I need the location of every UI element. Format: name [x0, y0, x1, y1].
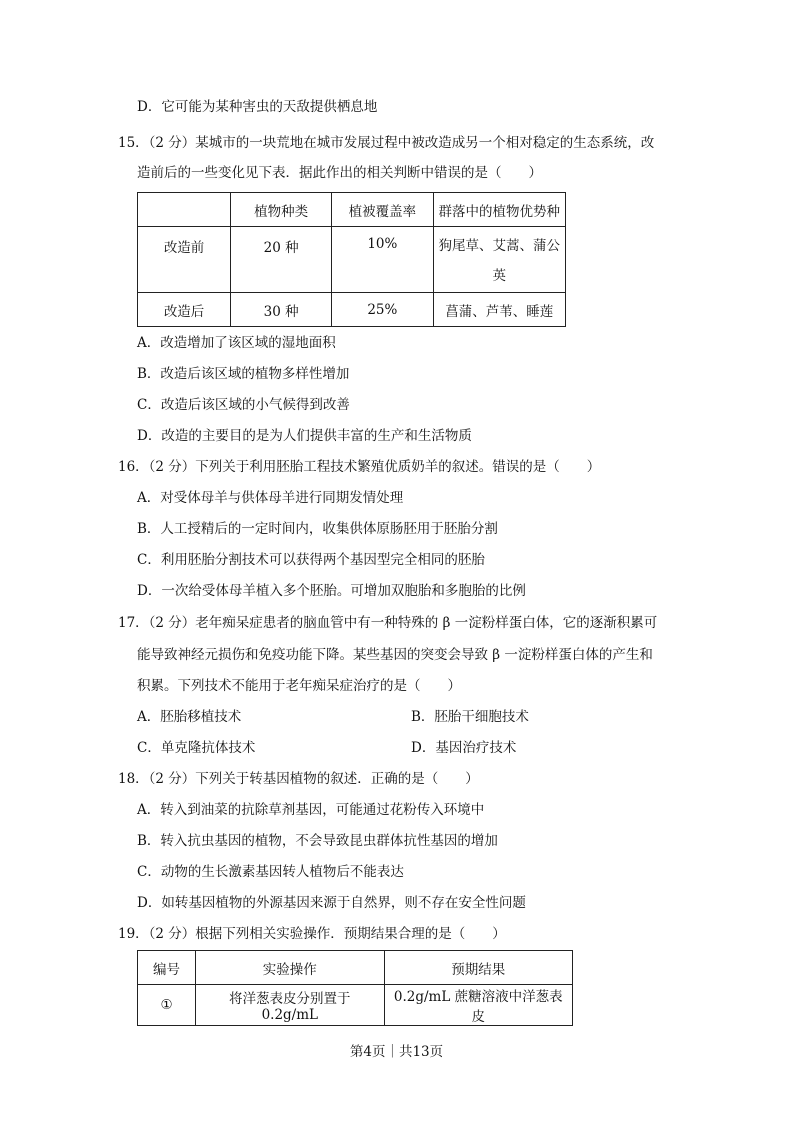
- q15-option-c: C．改造后该区域的小气候得到改善: [137, 397, 350, 413]
- q15-row-label: 改造前: [138, 227, 231, 293]
- q15-row-dominant: [433, 227, 565, 293]
- q16-option-b: B．人工授精后的一定时间内，收集供体原肠胚用于胚胎分割: [137, 521, 498, 537]
- q15-table-header-species: 植物种类: [231, 193, 332, 227]
- q15-table-header-dominant: 群落中的植物优势种: [433, 193, 565, 227]
- q16-stem-line1: 16．（2 分）下列关于利用胚胎工程技术繁殖优质奶羊的叙述。错误的是（ ）: [118, 459, 601, 475]
- q15-table-header-row: [138, 193, 566, 227]
- q19-row-result: 0.2g/mL 蔗糖溶液中洋葱表皮: [384, 985, 572, 1026]
- q16-option-c: C．利用胚胎分割技术可以获得两个基因型完全相同的胚胎: [137, 552, 485, 568]
- q17-option-b: B．胚胎干细胞技术: [411, 709, 529, 725]
- q17-stem-line3: 积累。下列技术不能用于老年痴呆症治疗的是（ ）: [137, 678, 461, 694]
- q18-option-c: C．动物的生长激素基因转人植物后不能表达: [137, 864, 404, 880]
- q15-row-dominant: 菖蒲、芦苇、睡莲: [433, 293, 565, 327]
- q16-option-d: D．一次给受体母羊植入多个胚胎。可增加双胞胎和多胞胎的比例: [137, 583, 526, 599]
- q15-row-species: 30 种: [231, 293, 332, 327]
- q18-option-b: B．转入抗虫基因的植物，不会导致昆虫群体抗性基因的增加: [137, 833, 498, 849]
- q18-option-d: D．如转基因植物的外源基因来源于自然界，则不存在安全性问题: [137, 895, 526, 911]
- q15-option-a: A．改造增加了该区域的湿地面积: [137, 335, 336, 351]
- q15-row-dominant-line1: 狗尾草、艾蒿、蒲公: [438, 238, 561, 254]
- q15-row-label: 改造后: [138, 293, 231, 327]
- q19-table-header-id: 编号: [138, 951, 196, 985]
- q15-option-b: B．改造后该区域的植物多样性增加: [137, 366, 350, 382]
- q19-table: [137, 950, 573, 1026]
- q19-table-header-result: 预期结果: [384, 951, 572, 985]
- q19-row-operation: 将洋葱表皮分别置于 0.2g/mL: [196, 985, 384, 1026]
- q15-table-header-coverage: 植被覆盖率: [332, 193, 433, 227]
- q14-option-d: D．它可能为某种害虫的天敌提供栖息地: [137, 99, 378, 115]
- q15-table: [137, 192, 566, 327]
- q15-stem-line1: 15．（2 分）某城市的一块荒地在城市发展过程中被改造成另一个相对稳定的生态系统，改: [118, 135, 655, 151]
- q17-option-d: D．基因治疗技术: [411, 740, 517, 756]
- table-row: [138, 227, 566, 293]
- q15-row-dominant-line2: 英: [492, 268, 507, 284]
- q18-option-a: A．转入到油菜的抗除草剂基因，可能通过花粉传入环境中: [137, 802, 485, 818]
- q18-stem-line1: 18．（2 分）下列关于转基因植物的叙述．正确的是（ ）: [118, 771, 479, 787]
- q17-option-a: A．胚胎移植技术: [137, 709, 242, 725]
- q15-table-header-empty: [138, 193, 231, 227]
- q17-stem-line1: 17．（2 分）老年痴呆症患者的脑血管中有一种特殊的 β 一淀粉样蛋白体，它的逐渐积累可: [118, 615, 658, 631]
- q15-stem-line2: 造前后的一些变化见下表．据此作出的相关判断中错误的是（ ）: [137, 165, 542, 181]
- q15-row-coverage: 10%: [332, 227, 433, 293]
- table-row: [138, 293, 566, 327]
- q19-table-header-operation: 实验操作: [196, 951, 384, 985]
- q16-option-a: A．对受体母羊与供体母羊进行同期发情处理: [137, 490, 404, 506]
- q15-row-species: 20 种: [231, 227, 332, 293]
- q15-option-d: D．改造的主要目的是为人们提供丰富的生产和生活物质: [137, 428, 472, 444]
- q15-row-coverage: 25%: [332, 293, 433, 327]
- q17-stem-line2: 能导致神经元损伤和免疫功能下降。某些基因的突变会导致 β 一淀粉样蛋白体的产生和: [137, 647, 653, 663]
- page-footer: 第4页｜共13页: [349, 1044, 444, 1060]
- table-row: [138, 985, 573, 1026]
- q19-table-header-row: [138, 951, 573, 985]
- q19-stem-line1: 19．（2 分）根据下列相关实验操作．预期结果合理的是（ ）: [118, 926, 506, 942]
- q19-row-id: ①: [138, 985, 196, 1026]
- q17-option-c: C．单克隆抗体技术: [137, 740, 256, 756]
